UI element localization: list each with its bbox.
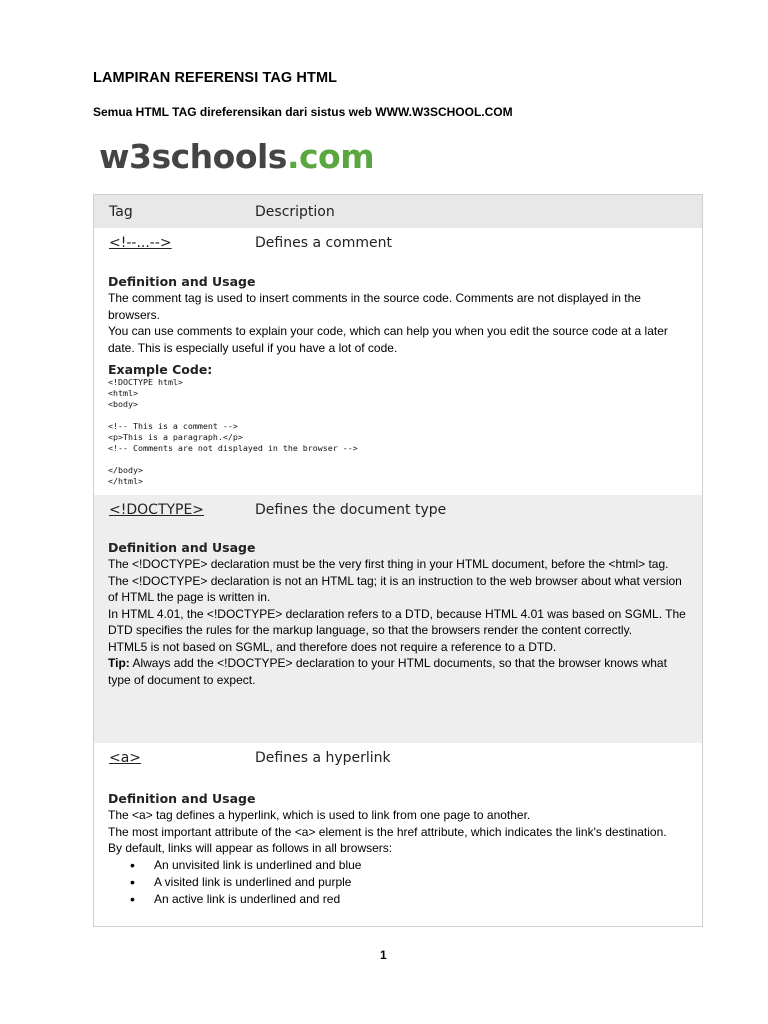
list-item: • A visited link is underlined and purple [140,874,688,891]
details-panel-anchor [94,785,702,925]
tag-link-doctype[interactable]: <!DOCTYPE> [109,502,205,518]
definition-paragraph: By default, links will appear as follows in all browsers: [108,841,393,855]
definition-paragraph: The <!DOCTYPE> declaration is not an HTML tag; it is an instruction to the web browser about what version of HTML the page is written in. [108,573,682,604]
tag-description-anchor: Defines a hyperlink [255,750,391,766]
logo-wordmark: w3schools [99,137,287,176]
list-item: • An active link is underlined and red [140,891,688,908]
tag-reference-table [93,194,703,927]
example-code-block [108,377,688,487]
table-header [94,195,702,228]
code-line: <!-- This is a comment --> [108,421,238,431]
code-line: <!DOCTYPE html> [108,377,183,387]
tip-paragraph [108,655,688,688]
logo-domain: .com [286,137,375,176]
page-number: 1 [380,948,387,962]
definition-paragraph: The comment tag is used to insert comments in the source code. Comments are not displayed in the browsers. [108,291,641,322]
code-line: </body> [108,465,143,475]
definition-paragraph: The <a> tag defines a hyperlink, which is used to link from one page to another. [108,808,531,822]
definition-heading: Definition and Usage [108,791,256,806]
tag-description-comment: Defines a comment [255,235,392,251]
table-row-anchor [94,743,702,783]
column-header-tag: Tag [109,204,133,220]
code-line: <p>This is a paragraph.</p> [108,432,243,442]
column-header-description: Description [255,204,335,220]
code-line: <!-- Comments are not displayed in the browser --> [108,443,358,453]
code-line: </html> [108,476,143,486]
tag-description-doctype: Defines the document type [255,502,447,518]
definition-paragraph: The most important attribute of the <a> element is the href attribute, which indicates the link's destination. [108,824,667,839]
definition-paragraph: You can use comments to explain your code, which can help you when you edit the source code at a later date. This is especially useful if you have a lot of code. [108,324,668,355]
code-line: <body> [108,399,138,409]
definition-heading: Definition and Usage [108,540,256,555]
document-title: LAMPIRAN REFERENSI TAG HTML [93,70,338,86]
definition-paragraph: In HTML 4.01, the <!DOCTYPE> declaration refers to a DTD, because HTML 4.01 was based on SGML. The DTD specifies the rules for the markup language, so that the browsers render the content correctly. [108,606,686,637]
tip-text: Always add the <!DOCTYPE> declaration to your HTML documents, so that the browser knows what type of document to expect. [108,656,667,687]
definition-heading: Definition and Usage [108,274,256,289]
tag-link-anchor[interactable]: <a> [109,750,142,766]
tip-label: Tip: [108,656,130,670]
list-item: • An unvisited link is underlined and blue [140,857,688,874]
definition-paragraph: The <!DOCTYPE> declaration must be the very first thing in your HTML document, before the <html> tag. [108,557,669,571]
definition-paragraph: HTML5 is not based on SGML, and therefore does not require a reference to a DTD. [108,639,557,654]
link-states-list [108,857,688,908]
tag-link-comment[interactable]: <!--...--> [109,235,172,251]
document-subtitle: Semua HTML TAG direferensikan dari sistus web WWW.W3SCHOOL.COM [93,105,513,119]
details-panel-doctype [94,495,702,743]
w3schools-logo [99,132,374,182]
example-heading: Example Code: [108,362,213,377]
code-blank-line [108,410,688,421]
code-line: <html> [108,388,138,398]
table-row-comment [94,228,702,268]
doctype-details [108,540,688,688]
details-panel-comment [94,268,702,495]
code-blank-line [108,454,688,465]
